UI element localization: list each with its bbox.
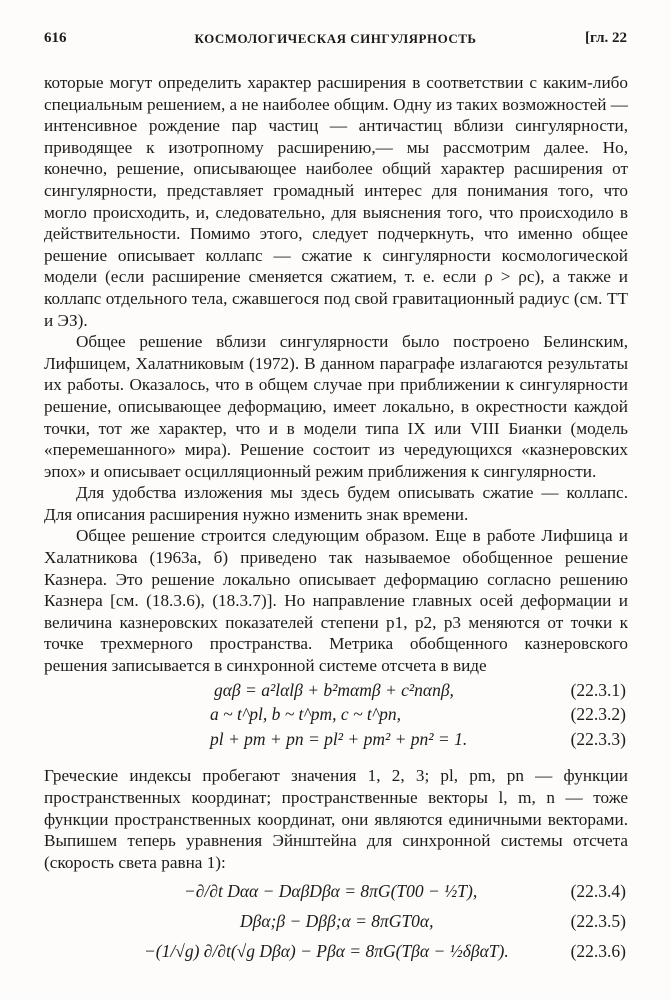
equation-number: (22.3.2) xyxy=(570,704,626,725)
paragraph-5: Греческие индексы пробегают значения 1, 2, 3; pl, pm, pn — функции пространственных координат; пространственные векторы l, m, n — тоже функции пространственных координат, они являются единичными векторами. Выпишем теперь уравнения Эйнштейна для синхронной системы отсчета (скорость света равна 1): xyxy=(44,766,628,872)
running-header xyxy=(44,30,627,52)
equation-number: (22.3.4) xyxy=(570,881,626,902)
chapter-marker: [гл. 22 xyxy=(585,30,627,46)
page-number: 616 xyxy=(44,30,67,46)
paragraph-4: Общее решение строится следующим образом. Еще в работе Лифшица и Халатникова (1963а, б) приведено так называемое обобщенное решение Казнера. Это решение локально описывает деформацию согласно решению Казнера [см. (18.3.6), (18.3.7)]. Но направление главных осей деформации и величина казнеровских показателей степени p1, p2, p3 меняются от точки к точке трехмерного пространства. Метрика обобщенного казнеровского решения записывается в синхронной системе отсчета в виде xyxy=(44,526,628,676)
equation-row xyxy=(44,704,628,726)
paragraph-1: которые могут определить характер расширения в соответствии с каким-либо специальным решением, а не наиболее общим. Одну из таких возможностей — интенсивное рождение пар частиц — античастиц вблизи сингулярности, приводящее к изотропному расширению,— мы рассмотрим далее. Но, конечно, решение, описывающее наиболее общий характер расширения от сингулярности, представляет громадный интерес для понимания того, что могло происходить, и, следовательно, для выяснения того, что происходило в действительности. Помимо этого, следует подчеркнуть, что именно общее решение описывает коллапс — сжатие к сингулярности космологической модели (если расширение сменяется сжатием, т. е. если ρ > ρc), а также и коллапс отдельного тела, сжавшегося под свой гравитационный радиус (см. ТТ и ЭЗ). xyxy=(44,73,628,330)
equation-row xyxy=(44,911,628,933)
equation-formula: −∂/∂t Dαα − DαβDβα = 8πG(T00 − ½T), xyxy=(184,881,478,902)
equation-row xyxy=(44,877,628,907)
equation-number: (22.3.3) xyxy=(570,728,626,749)
body-text xyxy=(44,72,628,971)
equation-formula: gαβ = a²lαlβ + b²mαmβ + c²nαnβ, xyxy=(214,679,454,700)
equation-number: (22.3.6) xyxy=(570,940,626,961)
running-title: КОСМОЛОГИЧЕСКАЯ СИНГУЛЯРНОСТЬ xyxy=(194,31,477,46)
equation-row xyxy=(44,729,628,751)
equation-formula: Dβα;β − Dββ;α = 8πGT0α, xyxy=(240,911,434,932)
equation-number: (22.3.5) xyxy=(570,911,626,932)
paragraph-3: Для удобства изложения мы здесь будем описывать сжатие — коллапс. Для описания расширения нужно изменить знак времени. xyxy=(44,483,628,524)
equation-formula: pl + pm + pn = pl² + pm² + pn² = 1. xyxy=(210,728,468,749)
equation-formula: −(1/√g) ∂/∂t(√g Dβα) − Pβα = 8πG(Tβα − ½δβαT). xyxy=(144,940,509,961)
paragraph-2: Общее решение вблизи сингулярности было построено Белинским, Лифшицем, Халатниковым (1972). В данном параграфе излагаются результаты их работы. Оказалось, что в общем случае при приближении к сингулярности решение, описывающее деформацию, имеет локально, в окрестности каждой точки, тот же характер, что и в модели типа IX или VIII Бианки (модель «перемешанного» мира). Решение состоит из чередующихся «казнеровских эпох» и описывает осцилляционный режим приближения к сингулярности. xyxy=(44,332,628,481)
equation-formula: a ~ t^pl, b ~ t^pm, c ~ t^pn, xyxy=(210,704,402,725)
equation-row xyxy=(44,937,628,967)
equation-row xyxy=(44,680,628,702)
equation-number: (22.3.1) xyxy=(570,679,626,700)
